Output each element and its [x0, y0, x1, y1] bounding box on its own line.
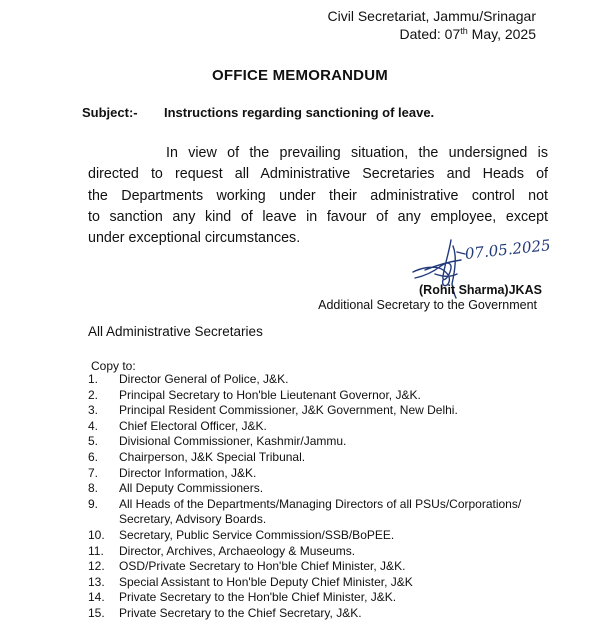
addressee: All Administrative Secretaries — [88, 324, 263, 339]
list-item-number: 2. — [88, 387, 99, 402]
list-item-number: 3. — [88, 403, 99, 418]
list-item-continuation — [88, 512, 521, 528]
list-item — [88, 544, 521, 560]
body-line: directed to request all Administrative Secretaries and Heads of — [88, 166, 548, 183]
list-item — [88, 450, 521, 466]
list-item-number — [88, 512, 119, 528]
list-item — [88, 466, 521, 482]
list-item — [88, 575, 521, 591]
copy-to-label: Copy to: — [91, 359, 136, 373]
subject-text: Instructions regarding sanctioning of leave. — [164, 105, 435, 120]
list-item-number: 8. — [88, 481, 99, 496]
signatory-name: (Rohit Sharma)JKAS — [419, 283, 542, 297]
list-item — [88, 528, 521, 544]
list-item — [88, 419, 521, 435]
issuing-office-place: Civil Secretariat, Jammu/Srinagar — [327, 8, 536, 24]
list-item-text: Director, Archives, Archaeology & Museums. — [119, 543, 356, 558]
copy-to-list — [88, 372, 521, 622]
list-item — [88, 481, 521, 497]
memo-date — [400, 26, 536, 42]
list-item-number: 4. — [88, 418, 99, 433]
body-line: the Departments working under their administrative control not — [88, 187, 548, 204]
list-item-number: 9. — [88, 496, 99, 511]
list-item-text: Private Secretary to the Chief Secretary, J&K. — [119, 605, 362, 620]
body-line: to sanction any kind of leave in favour of any employee, except — [88, 208, 548, 225]
list-item-text: Divisional Commissioner, Kashmir/Jammu. — [119, 434, 347, 449]
list-item — [88, 403, 521, 419]
list-item-number: 11. — [88, 543, 104, 558]
list-item — [88, 372, 521, 388]
list-item — [88, 388, 521, 404]
list-item — [88, 559, 521, 575]
list-item-text: All Deputy Commissioners. — [119, 481, 264, 496]
document-title: OFFICE MEMORANDUM — [212, 67, 388, 84]
body-line: In view of the prevailing situation, the undersigned is — [166, 145, 548, 161]
handwritten-date: 07.05.2025 — [464, 236, 552, 263]
list-item-number: 15. — [88, 605, 105, 620]
list-item — [88, 606, 521, 622]
list-item-text: Principal Resident Commissioner, J&K Government, New Delhi. — [119, 403, 458, 418]
list-item-text: Special Assistant to Hon'ble Deputy Chief Minister, J&K — [119, 574, 413, 589]
list-item-text: Director Information, J&K. — [119, 465, 257, 480]
list-item-number: 13. — [88, 574, 105, 589]
list-item-number: 10. — [88, 527, 105, 542]
date-prefix: Dated: 07 — [399, 26, 461, 42]
body-line: under exceptional circumstances. — [88, 230, 301, 247]
list-item-text: Director General of Police, J&K. — [119, 372, 289, 386]
list-item — [88, 434, 521, 450]
list-item-number: 7. — [88, 465, 99, 480]
list-item — [88, 590, 521, 606]
list-item-text: Chairperson, J&K Special Tribunal. — [119, 449, 306, 464]
date-suffix: May, 2025 — [467, 26, 536, 42]
list-item-number: 1. — [88, 372, 99, 386]
list-item-text: Secretary, Public Service Commission/SSB/BoPEE. — [119, 527, 395, 542]
list-item-number: 14. — [88, 590, 105, 605]
list-item-number: 6. — [88, 449, 99, 464]
list-item-text: Principal Secretary to Hon'ble Lieutenant Governor, J&K. — [119, 387, 421, 402]
list-item-text: Private Secretary to the Hon'ble Chief Minister, J&K. — [119, 590, 397, 605]
list-item — [88, 497, 521, 513]
date-ordinal-suffix: th — [460, 26, 468, 36]
list-item-text: Chief Electoral Officer, J&K. — [119, 418, 267, 433]
list-item-number: 5. — [88, 434, 99, 449]
list-item-text: OSD/Private Secretary to Hon'ble Chief Minister, J&K. — [119, 559, 406, 574]
list-item-text: Secretary, Advisory Boards. — [119, 512, 267, 527]
signatory-designation: Additional Secretary to the Government — [318, 298, 537, 312]
subject-label: Subject:- — [82, 105, 138, 120]
list-item-text: All Heads of the Departments/Managing Directors of all PSUs/Corporations/ — [119, 496, 522, 511]
list-item-number: 12. — [88, 559, 105, 574]
